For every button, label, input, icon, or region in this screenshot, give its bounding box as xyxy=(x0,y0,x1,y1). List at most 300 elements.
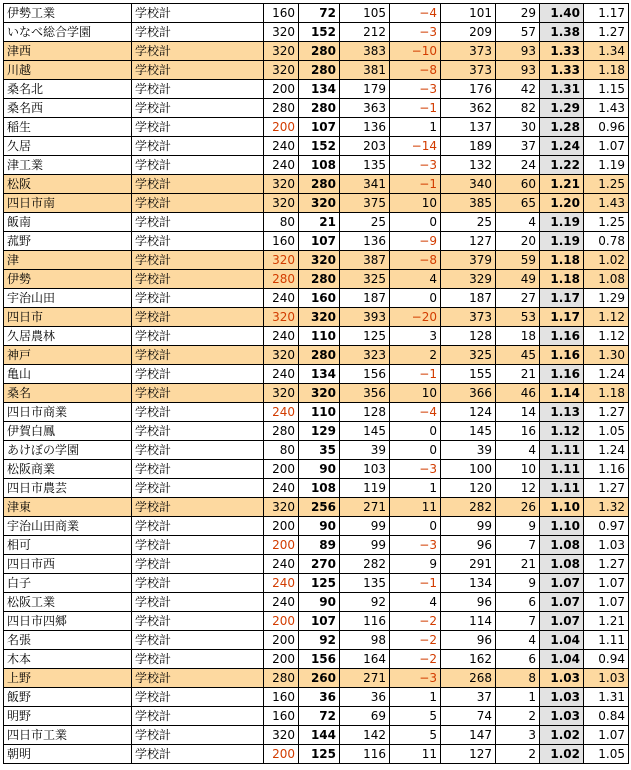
ratio-cell: 1.22 xyxy=(540,156,584,175)
final-applicants-cell: 120 xyxy=(441,479,496,498)
excess-cell: 93 xyxy=(496,42,540,61)
table-row xyxy=(4,156,629,175)
final-applicants-cell: 132 xyxy=(441,156,496,175)
ratio-cell: 1.40 xyxy=(540,4,584,23)
type-cell: 学校計 xyxy=(132,574,264,593)
quota-cell: 320 xyxy=(299,194,340,213)
ratio-cell: 1.16 xyxy=(540,327,584,346)
table-row xyxy=(4,650,629,669)
prev-ratio-cell: 1.25 xyxy=(584,175,629,194)
prev-ratio-cell: 1.16 xyxy=(584,460,629,479)
excess-cell: 53 xyxy=(496,308,540,327)
ratio-cell: 1.08 xyxy=(540,555,584,574)
type-cell: 学校計 xyxy=(132,460,264,479)
applicants-cell: 142 xyxy=(340,726,390,745)
excess-cell: 42 xyxy=(496,80,540,99)
school-name-cell: 四日市農芸 xyxy=(4,479,132,498)
change-cell: −8 xyxy=(390,61,441,80)
school-table xyxy=(3,3,629,764)
applicants-cell: 282 xyxy=(340,555,390,574)
applicants-cell: 212 xyxy=(340,23,390,42)
applicants-cell: 271 xyxy=(340,498,390,517)
applicants-cell: 356 xyxy=(340,384,390,403)
table-row xyxy=(4,631,629,650)
ratio-cell: 1.11 xyxy=(540,479,584,498)
capacity-cell: 240 xyxy=(264,156,299,175)
type-cell: 学校計 xyxy=(132,612,264,631)
type-cell: 学校計 xyxy=(132,175,264,194)
quota-cell: 152 xyxy=(299,23,340,42)
applicants-cell: 125 xyxy=(340,327,390,346)
ratio-cell: 1.03 xyxy=(540,688,584,707)
type-cell: 学校計 xyxy=(132,270,264,289)
capacity-cell: 160 xyxy=(264,707,299,726)
excess-cell: 7 xyxy=(496,536,540,555)
capacity-cell: 160 xyxy=(264,4,299,23)
capacity-cell: 80 xyxy=(264,441,299,460)
type-cell: 学校計 xyxy=(132,536,264,555)
prev-ratio-cell: 1.32 xyxy=(584,498,629,517)
final-applicants-cell: 128 xyxy=(441,327,496,346)
change-cell: 5 xyxy=(390,707,441,726)
final-applicants-cell: 209 xyxy=(441,23,496,42)
quota-cell: 152 xyxy=(299,137,340,156)
table-row xyxy=(4,270,629,289)
table-row xyxy=(4,460,629,479)
table-row xyxy=(4,593,629,612)
prev-ratio-cell: 1.07 xyxy=(584,574,629,593)
ratio-cell: 1.33 xyxy=(540,61,584,80)
ratio-cell: 1.02 xyxy=(540,726,584,745)
quota-cell: 280 xyxy=(299,270,340,289)
type-cell: 学校計 xyxy=(132,156,264,175)
quota-cell: 108 xyxy=(299,156,340,175)
capacity-cell: 200 xyxy=(264,745,299,764)
school-name-cell: 津東 xyxy=(4,498,132,517)
table-row xyxy=(4,61,629,80)
prev-ratio-cell: 1.03 xyxy=(584,536,629,555)
applicants-cell: 135 xyxy=(340,574,390,593)
final-applicants-cell: 137 xyxy=(441,118,496,137)
applicants-cell: 92 xyxy=(340,593,390,612)
ratio-cell: 1.13 xyxy=(540,403,584,422)
table-row xyxy=(4,23,629,42)
capacity-cell: 320 xyxy=(264,42,299,61)
school-name-cell: 亀山 xyxy=(4,365,132,384)
ratio-cell: 1.04 xyxy=(540,631,584,650)
type-cell: 学校計 xyxy=(132,365,264,384)
table-row xyxy=(4,289,629,308)
quota-cell: 36 xyxy=(299,688,340,707)
final-applicants-cell: 96 xyxy=(441,631,496,650)
capacity-cell: 280 xyxy=(264,99,299,118)
excess-cell: 9 xyxy=(496,517,540,536)
capacity-cell: 320 xyxy=(264,251,299,270)
type-cell: 学校計 xyxy=(132,631,264,650)
type-cell: 学校計 xyxy=(132,4,264,23)
capacity-cell: 240 xyxy=(264,403,299,422)
type-cell: 学校計 xyxy=(132,289,264,308)
applicants-cell: 136 xyxy=(340,232,390,251)
school-name-cell: 明野 xyxy=(4,707,132,726)
prev-ratio-cell: 1.17 xyxy=(584,4,629,23)
table-row xyxy=(4,118,629,137)
change-cell: −3 xyxy=(390,536,441,555)
school-name-cell: いなべ総合学園 xyxy=(4,23,132,42)
final-applicants-cell: 268 xyxy=(441,669,496,688)
type-cell: 学校計 xyxy=(132,327,264,346)
applicants-cell: 98 xyxy=(340,631,390,650)
excess-cell: 14 xyxy=(496,403,540,422)
school-name-cell: 稲生 xyxy=(4,118,132,137)
final-applicants-cell: 329 xyxy=(441,270,496,289)
final-applicants-cell: 147 xyxy=(441,726,496,745)
capacity-cell: 320 xyxy=(264,346,299,365)
capacity-cell: 200 xyxy=(264,650,299,669)
school-name-cell: 川越 xyxy=(4,61,132,80)
table-row xyxy=(4,403,629,422)
prev-ratio-cell: 1.27 xyxy=(584,555,629,574)
quota-cell: 320 xyxy=(299,384,340,403)
capacity-cell: 320 xyxy=(264,23,299,42)
excess-cell: 60 xyxy=(496,175,540,194)
quota-cell: 89 xyxy=(299,536,340,555)
school-name-cell: 飯南 xyxy=(4,213,132,232)
final-applicants-cell: 155 xyxy=(441,365,496,384)
change-cell: −2 xyxy=(390,650,441,669)
final-applicants-cell: 96 xyxy=(441,536,496,555)
quota-cell: 156 xyxy=(299,650,340,669)
excess-cell: 30 xyxy=(496,118,540,137)
final-applicants-cell: 373 xyxy=(441,308,496,327)
type-cell: 学校計 xyxy=(132,80,264,99)
excess-cell: 9 xyxy=(496,574,540,593)
ratio-cell: 1.11 xyxy=(540,460,584,479)
quota-cell: 280 xyxy=(299,346,340,365)
quota-cell: 107 xyxy=(299,118,340,137)
table-row xyxy=(4,4,629,23)
type-cell: 学校計 xyxy=(132,593,264,612)
final-applicants-cell: 25 xyxy=(441,213,496,232)
prev-ratio-cell: 1.31 xyxy=(584,688,629,707)
final-applicants-cell: 37 xyxy=(441,688,496,707)
table-row xyxy=(4,80,629,99)
final-applicants-cell: 176 xyxy=(441,80,496,99)
applicants-cell: 99 xyxy=(340,536,390,555)
final-applicants-cell: 134 xyxy=(441,574,496,593)
quota-cell: 107 xyxy=(299,612,340,631)
final-applicants-cell: 124 xyxy=(441,403,496,422)
quota-cell: 110 xyxy=(299,327,340,346)
quota-cell: 72 xyxy=(299,4,340,23)
final-applicants-cell: 362 xyxy=(441,99,496,118)
school-name-cell: 四日市南 xyxy=(4,194,132,213)
capacity-cell: 240 xyxy=(264,137,299,156)
school-name-cell: 相可 xyxy=(4,536,132,555)
table-row xyxy=(4,574,629,593)
excess-cell: 12 xyxy=(496,479,540,498)
change-cell: −3 xyxy=(390,23,441,42)
final-applicants-cell: 379 xyxy=(441,251,496,270)
capacity-cell: 320 xyxy=(264,384,299,403)
change-cell: 9 xyxy=(390,555,441,574)
type-cell: 学校計 xyxy=(132,479,264,498)
prev-ratio-cell: 1.24 xyxy=(584,441,629,460)
applicants-cell: 375 xyxy=(340,194,390,213)
prev-ratio-cell: 1.27 xyxy=(584,479,629,498)
school-name-cell: 桑名北 xyxy=(4,80,132,99)
applicants-cell: 128 xyxy=(340,403,390,422)
type-cell: 学校計 xyxy=(132,745,264,764)
change-cell: −4 xyxy=(390,4,441,23)
quota-cell: 280 xyxy=(299,61,340,80)
applicants-cell: 323 xyxy=(340,346,390,365)
excess-cell: 29 xyxy=(496,4,540,23)
prev-ratio-cell: 1.43 xyxy=(584,194,629,213)
prev-ratio-cell: 1.30 xyxy=(584,346,629,365)
change-cell: 11 xyxy=(390,745,441,764)
excess-cell: 57 xyxy=(496,23,540,42)
applicants-cell: 383 xyxy=(340,42,390,61)
capacity-cell: 320 xyxy=(264,498,299,517)
applicants-cell: 203 xyxy=(340,137,390,156)
type-cell: 学校計 xyxy=(132,517,264,536)
final-applicants-cell: 114 xyxy=(441,612,496,631)
quota-cell: 260 xyxy=(299,669,340,688)
prev-ratio-cell: 1.02 xyxy=(584,251,629,270)
quota-cell: 107 xyxy=(299,232,340,251)
prev-ratio-cell: 1.07 xyxy=(584,593,629,612)
table-row xyxy=(4,669,629,688)
capacity-cell: 200 xyxy=(264,460,299,479)
applicants-cell: 69 xyxy=(340,707,390,726)
excess-cell: 8 xyxy=(496,669,540,688)
quota-cell: 270 xyxy=(299,555,340,574)
ratio-cell: 1.10 xyxy=(540,498,584,517)
table-row xyxy=(4,745,629,764)
change-cell: 0 xyxy=(390,289,441,308)
quota-cell: 125 xyxy=(299,745,340,764)
excess-cell: 16 xyxy=(496,422,540,441)
school-name-cell: 四日市四郷 xyxy=(4,612,132,631)
final-applicants-cell: 96 xyxy=(441,593,496,612)
excess-cell: 1 xyxy=(496,688,540,707)
type-cell: 学校計 xyxy=(132,441,264,460)
excess-cell: 82 xyxy=(496,99,540,118)
excess-cell: 59 xyxy=(496,251,540,270)
school-name-cell: 松阪商業 xyxy=(4,460,132,479)
ratio-cell: 1.14 xyxy=(540,384,584,403)
capacity-cell: 280 xyxy=(264,422,299,441)
change-cell: 0 xyxy=(390,441,441,460)
applicants-cell: 187 xyxy=(340,289,390,308)
type-cell: 学校計 xyxy=(132,42,264,61)
change-cell: 2 xyxy=(390,346,441,365)
change-cell: −1 xyxy=(390,175,441,194)
school-name-cell: 松阪 xyxy=(4,175,132,194)
applicants-cell: 116 xyxy=(340,612,390,631)
final-applicants-cell: 99 xyxy=(441,517,496,536)
ratio-cell: 1.03 xyxy=(540,669,584,688)
applicants-cell: 387 xyxy=(340,251,390,270)
school-name-cell: 宇治山田 xyxy=(4,289,132,308)
table-row xyxy=(4,612,629,631)
applicants-cell: 325 xyxy=(340,270,390,289)
table-row xyxy=(4,479,629,498)
ratio-cell: 1.29 xyxy=(540,99,584,118)
final-applicants-cell: 373 xyxy=(441,61,496,80)
type-cell: 学校計 xyxy=(132,232,264,251)
prev-ratio-cell: 1.12 xyxy=(584,327,629,346)
change-cell: 3 xyxy=(390,327,441,346)
change-cell: 10 xyxy=(390,194,441,213)
change-cell: 4 xyxy=(390,593,441,612)
prev-ratio-cell: 1.11 xyxy=(584,631,629,650)
type-cell: 学校計 xyxy=(132,308,264,327)
quota-cell: 72 xyxy=(299,707,340,726)
change-cell: 1 xyxy=(390,118,441,137)
applicants-cell: 36 xyxy=(340,688,390,707)
quota-cell: 90 xyxy=(299,460,340,479)
capacity-cell: 240 xyxy=(264,555,299,574)
excess-cell: 4 xyxy=(496,631,540,650)
type-cell: 学校計 xyxy=(132,137,264,156)
final-applicants-cell: 385 xyxy=(441,194,496,213)
quota-cell: 108 xyxy=(299,479,340,498)
capacity-cell: 160 xyxy=(264,688,299,707)
change-cell: −1 xyxy=(390,365,441,384)
applicants-cell: 164 xyxy=(340,650,390,669)
final-applicants-cell: 282 xyxy=(441,498,496,517)
school-name-cell: 四日市 xyxy=(4,308,132,327)
capacity-cell: 200 xyxy=(264,536,299,555)
prev-ratio-cell: 1.27 xyxy=(584,23,629,42)
type-cell: 学校計 xyxy=(132,403,264,422)
change-cell: 10 xyxy=(390,384,441,403)
ratio-cell: 1.18 xyxy=(540,251,584,270)
table-body xyxy=(4,4,629,764)
type-cell: 学校計 xyxy=(132,707,264,726)
change-cell: −9 xyxy=(390,232,441,251)
table-row xyxy=(4,384,629,403)
capacity-cell: 320 xyxy=(264,194,299,213)
quota-cell: 280 xyxy=(299,175,340,194)
excess-cell: 2 xyxy=(496,707,540,726)
applicants-cell: 393 xyxy=(340,308,390,327)
change-cell: −3 xyxy=(390,669,441,688)
table-row xyxy=(4,42,629,61)
type-cell: 学校計 xyxy=(132,726,264,745)
table-row xyxy=(4,175,629,194)
excess-cell: 65 xyxy=(496,194,540,213)
ratio-cell: 1.16 xyxy=(540,346,584,365)
type-cell: 学校計 xyxy=(132,99,264,118)
school-name-cell: 四日市西 xyxy=(4,555,132,574)
change-cell: −1 xyxy=(390,99,441,118)
change-cell: 11 xyxy=(390,498,441,517)
capacity-cell: 240 xyxy=(264,365,299,384)
quota-cell: 134 xyxy=(299,80,340,99)
school-name-cell: 伊勢工業 xyxy=(4,4,132,23)
change-cell: 5 xyxy=(390,726,441,745)
capacity-cell: 240 xyxy=(264,479,299,498)
ratio-cell: 1.12 xyxy=(540,422,584,441)
excess-cell: 45 xyxy=(496,346,540,365)
capacity-cell: 200 xyxy=(264,118,299,137)
applicants-cell: 271 xyxy=(340,669,390,688)
quota-cell: 90 xyxy=(299,517,340,536)
school-name-cell: 久居 xyxy=(4,137,132,156)
school-name-cell: 四日市工業 xyxy=(4,726,132,745)
table-row xyxy=(4,365,629,384)
table-row xyxy=(4,213,629,232)
quota-cell: 280 xyxy=(299,42,340,61)
school-name-cell: 久居農林 xyxy=(4,327,132,346)
table-row xyxy=(4,726,629,745)
type-cell: 学校計 xyxy=(132,555,264,574)
change-cell: −3 xyxy=(390,80,441,99)
final-applicants-cell: 162 xyxy=(441,650,496,669)
school-name-cell: 桑名西 xyxy=(4,99,132,118)
excess-cell: 46 xyxy=(496,384,540,403)
capacity-cell: 200 xyxy=(264,612,299,631)
prev-ratio-cell: 1.12 xyxy=(584,308,629,327)
applicants-cell: 99 xyxy=(340,517,390,536)
ratio-cell: 1.19 xyxy=(540,232,584,251)
school-name-cell: 菰野 xyxy=(4,232,132,251)
type-cell: 学校計 xyxy=(132,61,264,80)
quota-cell: 134 xyxy=(299,365,340,384)
quota-cell: 90 xyxy=(299,593,340,612)
school-name-cell: 桑名 xyxy=(4,384,132,403)
table-row xyxy=(4,327,629,346)
table-row xyxy=(4,688,629,707)
final-applicants-cell: 127 xyxy=(441,232,496,251)
capacity-cell: 320 xyxy=(264,308,299,327)
table-row xyxy=(4,422,629,441)
type-cell: 学校計 xyxy=(132,346,264,365)
type-cell: 学校計 xyxy=(132,213,264,232)
quota-cell: 320 xyxy=(299,251,340,270)
prev-ratio-cell: 0.97 xyxy=(584,517,629,536)
prev-ratio-cell: 0.96 xyxy=(584,118,629,137)
capacity-cell: 320 xyxy=(264,61,299,80)
capacity-cell: 280 xyxy=(264,270,299,289)
change-cell: −14 xyxy=(390,137,441,156)
quota-cell: 256 xyxy=(299,498,340,517)
table-row xyxy=(4,194,629,213)
table-row xyxy=(4,555,629,574)
school-name-cell: 神戸 xyxy=(4,346,132,365)
applicants-cell: 119 xyxy=(340,479,390,498)
prev-ratio-cell: 1.21 xyxy=(584,612,629,631)
table-row xyxy=(4,707,629,726)
final-applicants-cell: 39 xyxy=(441,441,496,460)
prev-ratio-cell: 0.94 xyxy=(584,650,629,669)
table-row xyxy=(4,441,629,460)
applicants-cell: 103 xyxy=(340,460,390,479)
capacity-cell: 240 xyxy=(264,327,299,346)
final-applicants-cell: 340 xyxy=(441,175,496,194)
quota-cell: 129 xyxy=(299,422,340,441)
change-cell: −4 xyxy=(390,403,441,422)
type-cell: 学校計 xyxy=(132,251,264,270)
table-row xyxy=(4,498,629,517)
table-row xyxy=(4,517,629,536)
type-cell: 学校計 xyxy=(132,688,264,707)
ratio-cell: 1.07 xyxy=(540,593,584,612)
ratio-cell: 1.38 xyxy=(540,23,584,42)
